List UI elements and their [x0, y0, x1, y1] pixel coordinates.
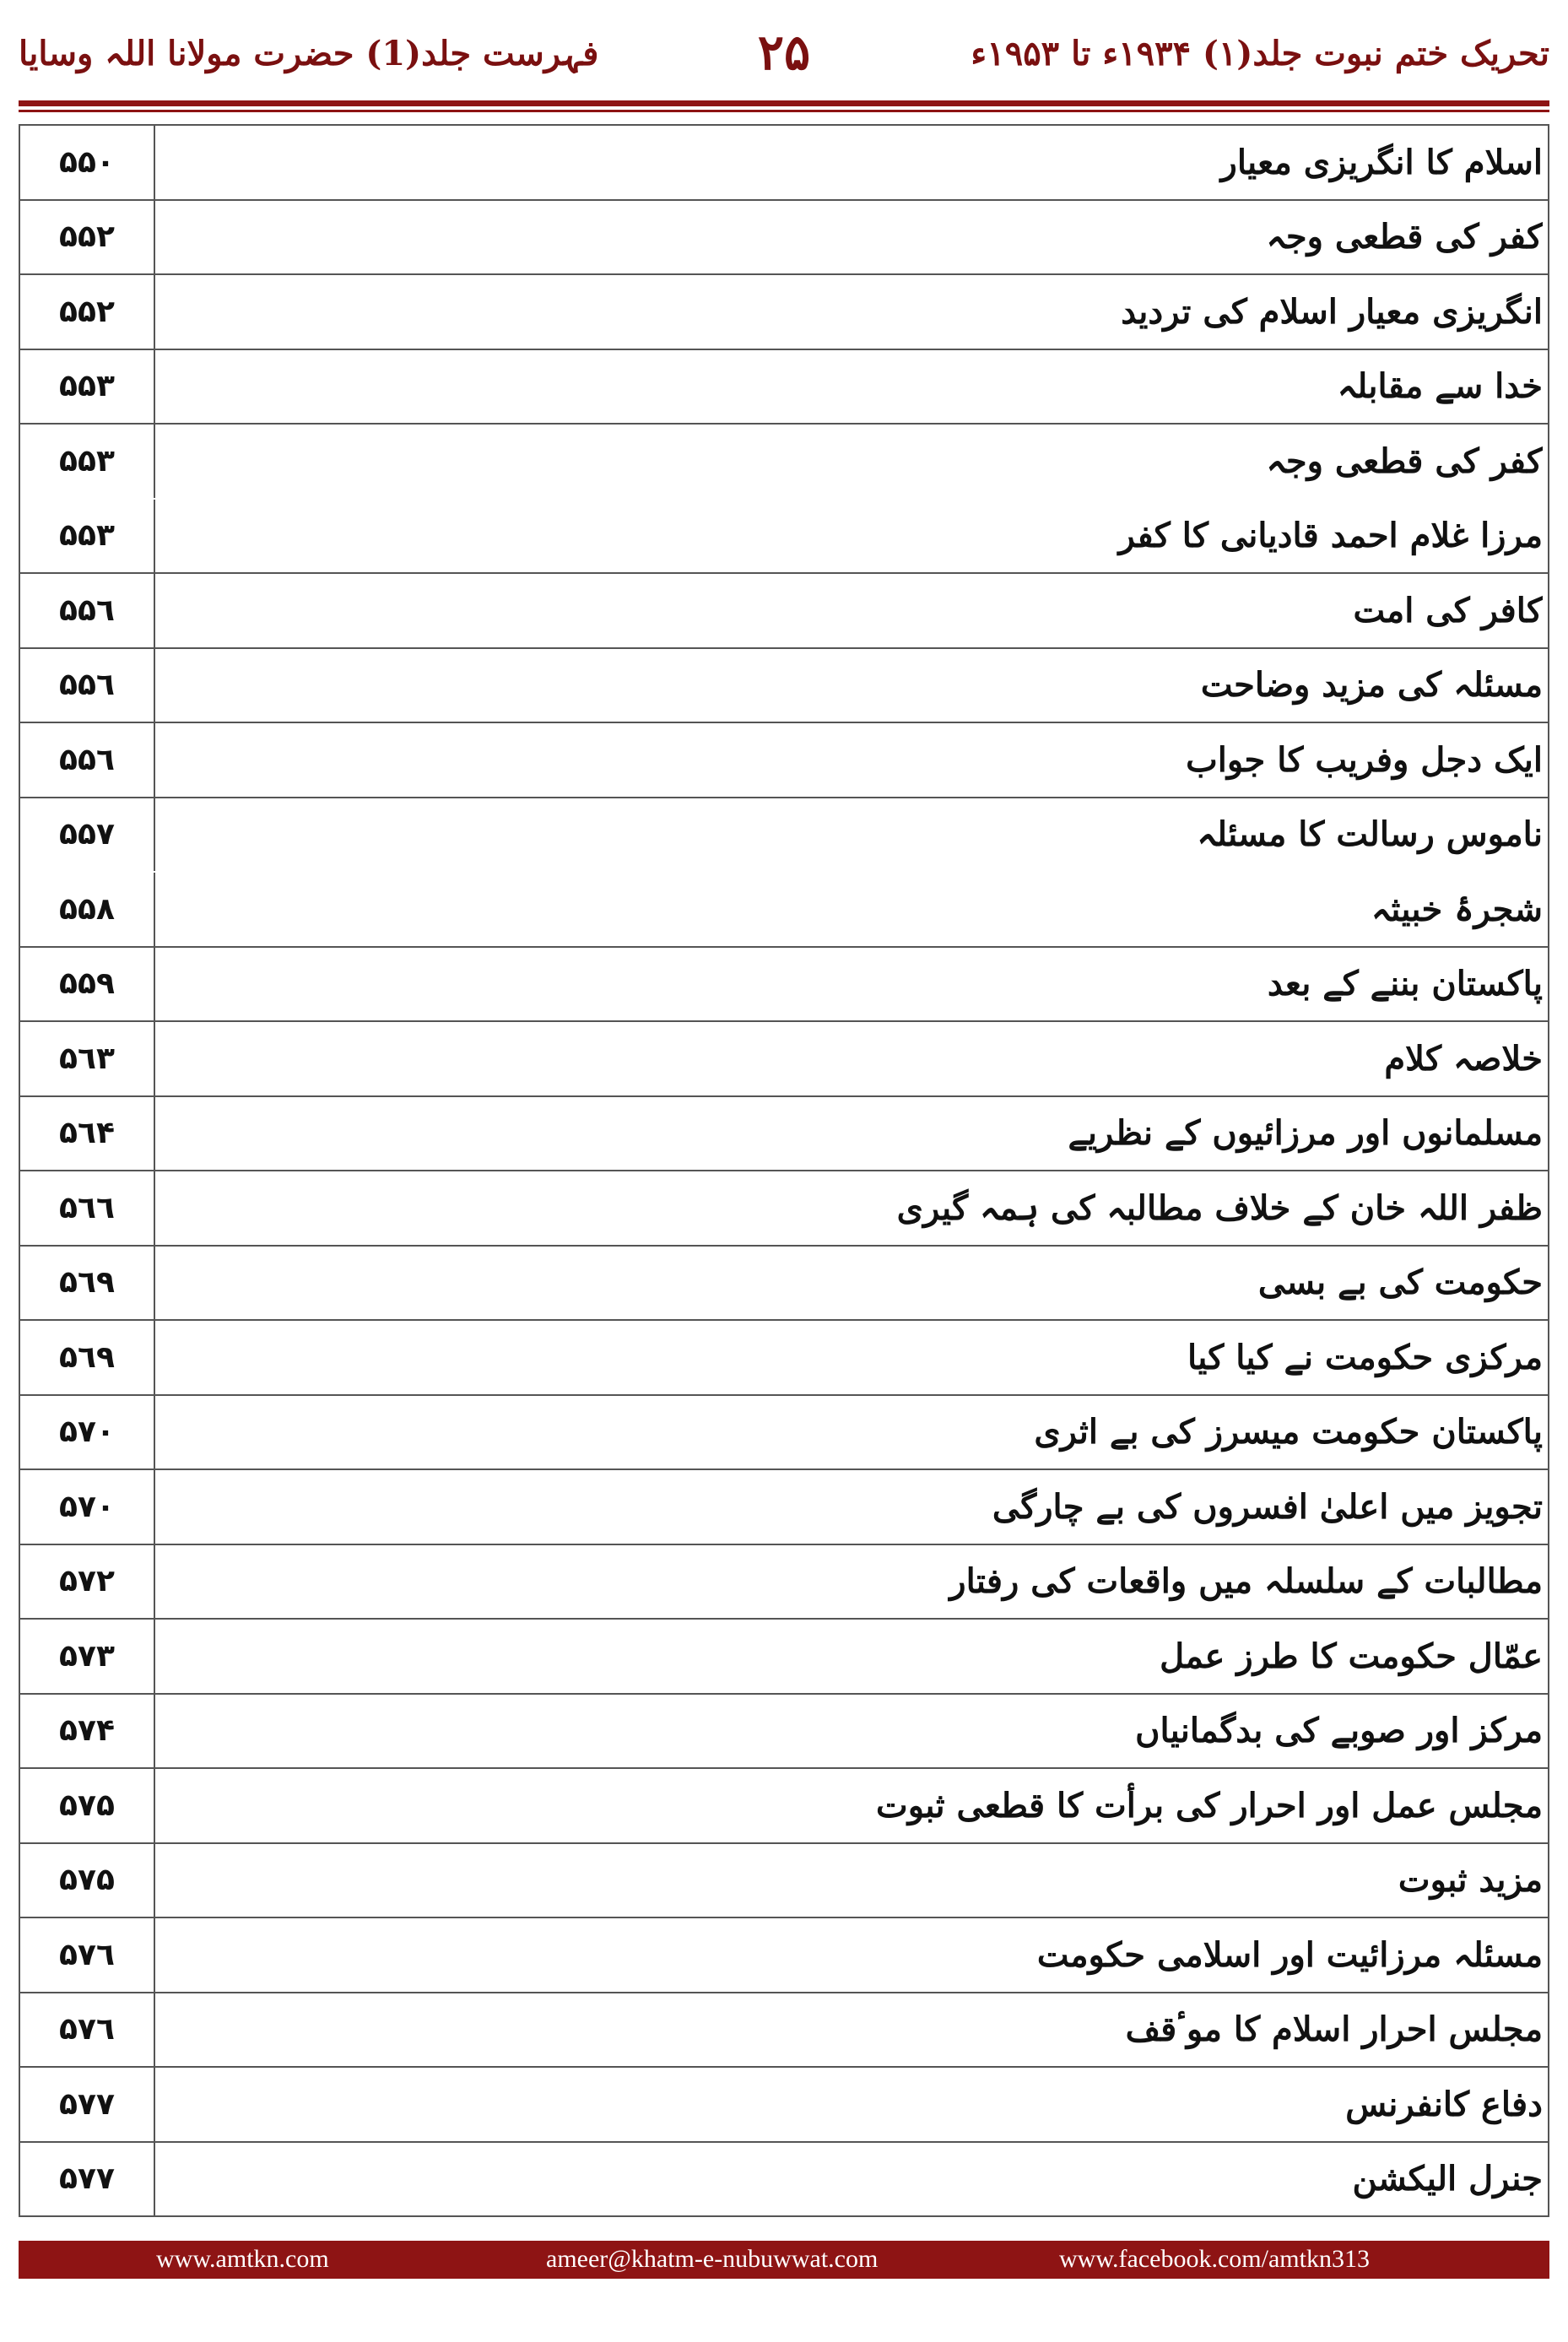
section-title: فہرست جلد(1) حضرت مولانا اللہ وسایا [19, 34, 599, 73]
row-page-number: ۵۵٦ [20, 574, 155, 647]
row-page-number: ۵۷۵ [20, 1844, 155, 1917]
row-page-number: ۵۷۷ [20, 2068, 155, 2141]
row-page-number: ۵۷۰ [20, 1396, 155, 1469]
table-row [20, 574, 1548, 649]
row-title: مجلس عمل اور احرار کی برأت کا قطعی ثبوت [876, 1785, 1543, 1825]
table-row [20, 1097, 1548, 1172]
row-title: مرکزی حکومت نے کیا کیا [1187, 1337, 1543, 1377]
row-page-number: ۵۵۳ [20, 350, 155, 424]
table-row [20, 948, 1548, 1023]
row-title: کفر کی قطعی وجہ [1266, 441, 1543, 481]
row-title: مسئلہ کی مزید وضاحت [1200, 665, 1543, 706]
row-title: انگریزی معیار اسلام کی تردید [1121, 291, 1543, 332]
row-title: مرکز اور صوبے کی بدگمانیاں [1135, 1711, 1543, 1751]
row-page-number: ۵۷۴ [20, 1695, 155, 1768]
table-row [20, 798, 1548, 874]
table-row [20, 1396, 1548, 1471]
table-row [20, 201, 1548, 276]
row-page-number: ۵۵۲ [20, 275, 155, 349]
table-row [20, 126, 1548, 201]
row-title: کفر کی قطعی وجہ [1266, 217, 1543, 257]
row-title: خلاصہ کلام [1384, 1038, 1543, 1079]
table-row [20, 1844, 1548, 1919]
row-page-number: ۵٦۴ [20, 1097, 155, 1171]
row-title: پاکستان حکومت میسرز کی بے اثری [1034, 1412, 1543, 1452]
page-header [0, 0, 1568, 101]
table-row [20, 1769, 1548, 1844]
table-row [20, 1918, 1548, 1993]
row-page-number: ۵۷۵ [20, 1769, 155, 1842]
facebook-link[interactable]: www.facebook.com/amtkn313 [1059, 2245, 1370, 2273]
table-row [20, 2068, 1548, 2143]
row-page-number: ۵۵۸ [20, 873, 155, 946]
row-page-number: ۵۵۰ [20, 126, 155, 199]
row-title: کافر کی امت [1353, 590, 1543, 630]
row-title: خدا سے مقابلہ [1337, 366, 1543, 407]
row-title: ایک دجل وفریب کا جواب [1186, 739, 1543, 780]
table-row [20, 873, 1548, 948]
row-page-number: ۵۵۳ [20, 500, 155, 573]
table-row [20, 723, 1548, 798]
row-page-number: ۵٦٦ [20, 1171, 155, 1245]
row-title: مطالبات کے سلسلہ میں واقعات کی رفتار [949, 1561, 1543, 1602]
book-title: تحریک ختم نبوت جلد(۱) ۱۹۳۴ء تا ۱۹۵۳ء [971, 34, 1549, 73]
table-row [20, 1470, 1548, 1545]
email-link[interactable]: ameer@khatm-e-nubuwwat.com [546, 2245, 879, 2273]
row-title: پاکستان بننے کے بعد [1267, 964, 1543, 1004]
row-title: شجرۂ خبیثہ [1371, 889, 1543, 929]
row-page-number: ۵۷٦ [20, 1918, 155, 1992]
table-row [20, 1695, 1548, 1770]
row-title: تجویز میں اعلیٰ افسروں کی بے چارگی [992, 1486, 1543, 1527]
row-title: دفاع کانفرنس [1345, 2084, 1543, 2124]
row-title: ظفر اللہ خان کے خلاف مطالبہ کی ہمہ گیری [896, 1187, 1543, 1228]
row-title: عمّال حکومت کا طرز عمل [1160, 1636, 1543, 1676]
header-rule-thick [19, 100, 1549, 106]
row-page-number: ۵٦۹ [20, 1247, 155, 1320]
table-of-contents [19, 124, 1549, 2217]
row-page-number: ۵۵۳ [20, 425, 155, 498]
row-title: مسلمانوں اور مرزائیوں کے نظریے [1068, 1113, 1543, 1154]
row-page-number: ۵۵۷ [20, 798, 155, 872]
table-row [20, 275, 1548, 350]
row-title: مجلس احرار اسلام کا موٴقف [1125, 2009, 1543, 2050]
table-row [20, 500, 1548, 575]
header-rule-thin [19, 110, 1549, 112]
row-title: جنرل الیکشن [1352, 2159, 1543, 2199]
table-row [20, 425, 1548, 500]
page-footer [19, 2241, 1549, 2279]
row-title: مزید ثبوت [1398, 1860, 1543, 1901]
table-row [20, 350, 1548, 425]
table-row [20, 1171, 1548, 1247]
row-page-number: ۵۷۷ [20, 2143, 155, 2216]
row-page-number: ۵۵٦ [20, 649, 155, 722]
row-page-number: ۵۷۲ [20, 1545, 155, 1619]
row-page-number: ۵۷٦ [20, 1993, 155, 2067]
table-row [20, 2143, 1548, 2218]
row-title: اسلام کا انگریزی معیار [1220, 142, 1543, 182]
table-row [20, 1022, 1548, 1097]
table-row [20, 1321, 1548, 1396]
row-title: مرزا غلام احمد قادیانی کا کفر [1118, 516, 1543, 556]
row-page-number: ۵٦۹ [20, 1321, 155, 1394]
row-page-number: ۵۷۳ [20, 1620, 155, 1693]
row-page-number: ۵۵٦ [20, 723, 155, 797]
row-title: ناموس رسالت کا مسئلہ [1197, 814, 1543, 855]
table-row [20, 1993, 1548, 2069]
row-page-number: ۵٦۳ [20, 1022, 155, 1095]
row-page-number: ۵۷۰ [20, 1470, 155, 1544]
row-title: مسئلہ مرزائیت اور اسلامی حکومت [1036, 1934, 1543, 1975]
table-row [20, 1247, 1548, 1322]
table-row [20, 1545, 1548, 1620]
table-row [20, 1620, 1548, 1695]
row-page-number: ۵۵۹ [20, 948, 155, 1021]
website-link[interactable]: www.amtkn.com [156, 2245, 329, 2273]
page-number: ۲۵ [757, 24, 811, 81]
row-title: حکومت کی بے بسی [1257, 1263, 1543, 1303]
row-page-number: ۵۵۲ [20, 201, 155, 274]
table-row [20, 649, 1548, 724]
